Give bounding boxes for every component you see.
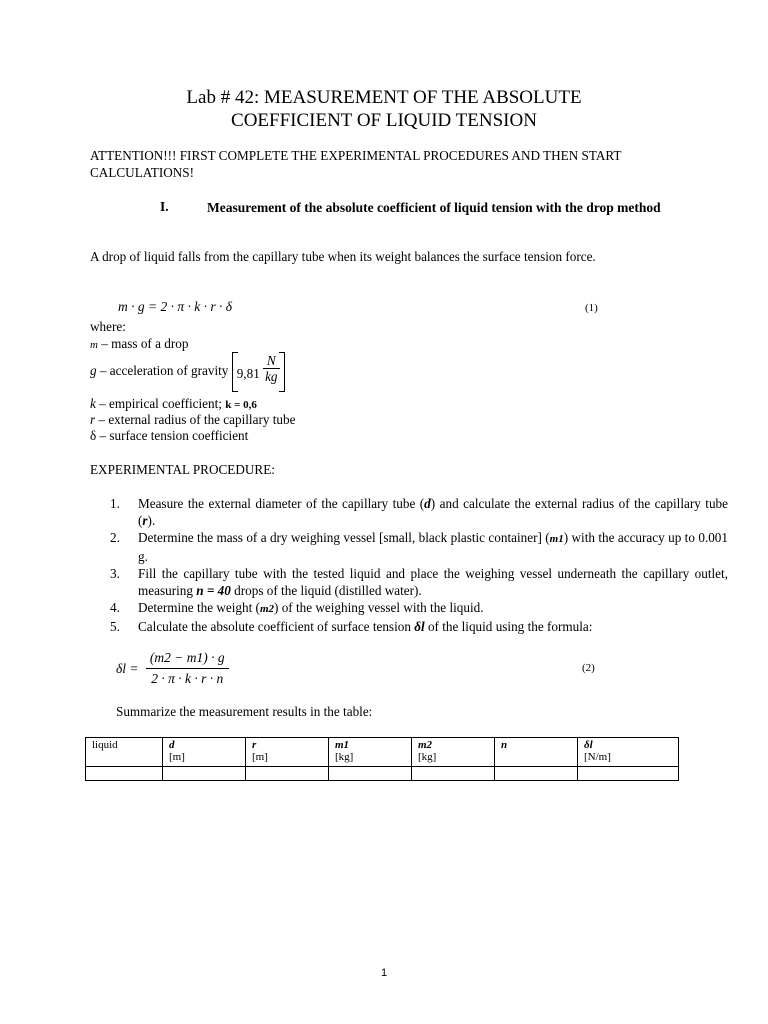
step-text: ). [147, 513, 156, 528]
step-text: Fill the capillary tube with the tested liquid and place the weighing vessel underneath the capillary outlet, measuring [138, 566, 728, 598]
table-cell[interactable] [163, 767, 246, 781]
section-number: I. [160, 199, 169, 214]
equation-2 [116, 650, 229, 687]
definition-g-symbol: g [90, 363, 97, 378]
procedure-step-5 [110, 618, 728, 635]
step-symbol-m1: m1 [549, 533, 564, 545]
results-table [85, 737, 679, 781]
definition-delta [90, 428, 248, 444]
table-cell[interactable] [412, 767, 495, 781]
gravity-unit-numerator: N [263, 353, 279, 369]
step-text: Measure the external diameter of the capillary tube ( [138, 496, 425, 511]
gravity-value: 9,81 [236, 365, 260, 381]
table-header-cell [86, 738, 163, 767]
step-text: Determine the weight ( [138, 600, 260, 615]
procedure-steps [90, 495, 728, 635]
header-name: m2 [418, 739, 433, 751]
step-symbol-delta: δl [414, 619, 425, 634]
procedure-step-1 [110, 495, 728, 529]
step-drop-count: n = 40 [196, 583, 231, 598]
table-header-cell [412, 738, 495, 767]
step-text: drops of the liquid (distilled water). [230, 583, 422, 598]
definition-r [90, 412, 295, 428]
header-name: d [169, 739, 175, 751]
procedure-heading: EXPERIMENTAL PROCEDURE: [90, 462, 275, 477]
where-label: where: [90, 319, 126, 334]
table-row [86, 767, 679, 781]
step-number: 4. [110, 600, 120, 615]
step-symbol-r: r [142, 513, 148, 528]
step-symbol-d: d [424, 496, 431, 511]
step-number: 5. [110, 619, 120, 634]
definition-k-value: k = 0,6 [225, 399, 257, 411]
header-name: m1 [335, 739, 350, 751]
table-header-cell [578, 738, 679, 767]
definition-m-text: – mass of a drop [97, 336, 189, 351]
equation-2-number: (2) [582, 662, 595, 674]
table-cell[interactable] [329, 767, 412, 781]
equation-1: m · g = 2 · π · k · r · δ [118, 299, 233, 314]
step-text: ) with the accuracy up to 0.001 g. [138, 530, 728, 564]
definition-delta-symbol: δ [90, 428, 97, 443]
step-text: of the liquid using the formula: [424, 619, 593, 634]
attention-note: ATTENTION!!! FIRST COMPLETE THE EXPERIMENTAL PROCEDURES AND THEN START CALCULATIONS! [90, 148, 622, 180]
gravity-unit-denominator: kg [265, 368, 278, 384]
page-number: 1 [380, 967, 388, 979]
step-number: 3. [110, 566, 120, 581]
equation-2-denominator: 2 · π · k · r · n [151, 671, 224, 686]
table-header-cell [163, 738, 246, 767]
step-symbol-m2: m2 [259, 603, 275, 615]
header-unit: [m] [252, 751, 268, 763]
table-header-cell [246, 738, 329, 767]
header-name: δl [584, 739, 593, 751]
table-cell[interactable] [246, 767, 329, 781]
table-cell[interactable] [495, 767, 578, 781]
header-name: n [501, 739, 508, 751]
equation-2-fraction [146, 650, 229, 687]
table-header-cell [495, 738, 578, 767]
equation-2-numerator: (m2 − m1) · g [146, 650, 229, 669]
section-heading: Measurement of the absolute coefficient of liquid tension with the drop method [207, 200, 661, 215]
gravity-unit [263, 353, 279, 384]
step-text: ) of the weighing vessel with the liquid. [274, 600, 484, 615]
step-number: 2. [110, 530, 120, 545]
procedure-step-4 [110, 599, 728, 618]
definition-k-text: – empirical coefficient; [95, 396, 226, 411]
definition-r-text: – external radius of the capillary tube [95, 412, 296, 427]
definition-g [90, 351, 285, 392]
procedure-step-3 [110, 565, 728, 599]
definition-delta-text: – surface tension coefficient [96, 428, 249, 443]
header-unit: [m] [169, 751, 185, 763]
table-cell[interactable] [86, 767, 163, 781]
definition-g-text: – acceleration of gravity [96, 363, 229, 378]
header-name: r [252, 739, 257, 751]
step-text: ) and calculate the external radius of the capillary tube ( [138, 496, 728, 528]
table-cell[interactable] [578, 767, 679, 781]
definition-k-symbol: k [90, 396, 96, 411]
title-line-1: Lab # 42: MEASUREMENT OF THE ABSOLUTE [186, 87, 582, 108]
header-unit: [kg] [418, 751, 437, 763]
summary-text: Summarize the measurement results in the table: [116, 704, 373, 719]
gravity-value-bracket [232, 352, 285, 392]
step-text: Determine the mass of a dry weighing vessel [small, black plastic container] ( [138, 530, 550, 545]
title-line-2: COEFFICIENT OF LIQUID TENSION [231, 110, 537, 131]
step-number: 1. [110, 496, 120, 511]
table-header-cell [329, 738, 412, 767]
table-header-row [86, 738, 679, 767]
header-name: liquid [92, 739, 118, 751]
header-unit: [kg] [335, 751, 354, 763]
definition-k [90, 396, 257, 413]
definition-r-symbol: r [90, 412, 96, 427]
definition-m-symbol: m [90, 339, 98, 351]
equation-1-number: (1) [585, 302, 598, 314]
intro-paragraph: A drop of liquid falls from the capillary tube when its weight balances the surface tension force. [90, 249, 596, 264]
procedure-step-2 [110, 529, 728, 565]
header-unit: [N/m] [584, 751, 611, 763]
step-text: Calculate the absolute coefficient of surface tension [138, 619, 415, 634]
equation-2-lhs: δl = [116, 660, 139, 676]
